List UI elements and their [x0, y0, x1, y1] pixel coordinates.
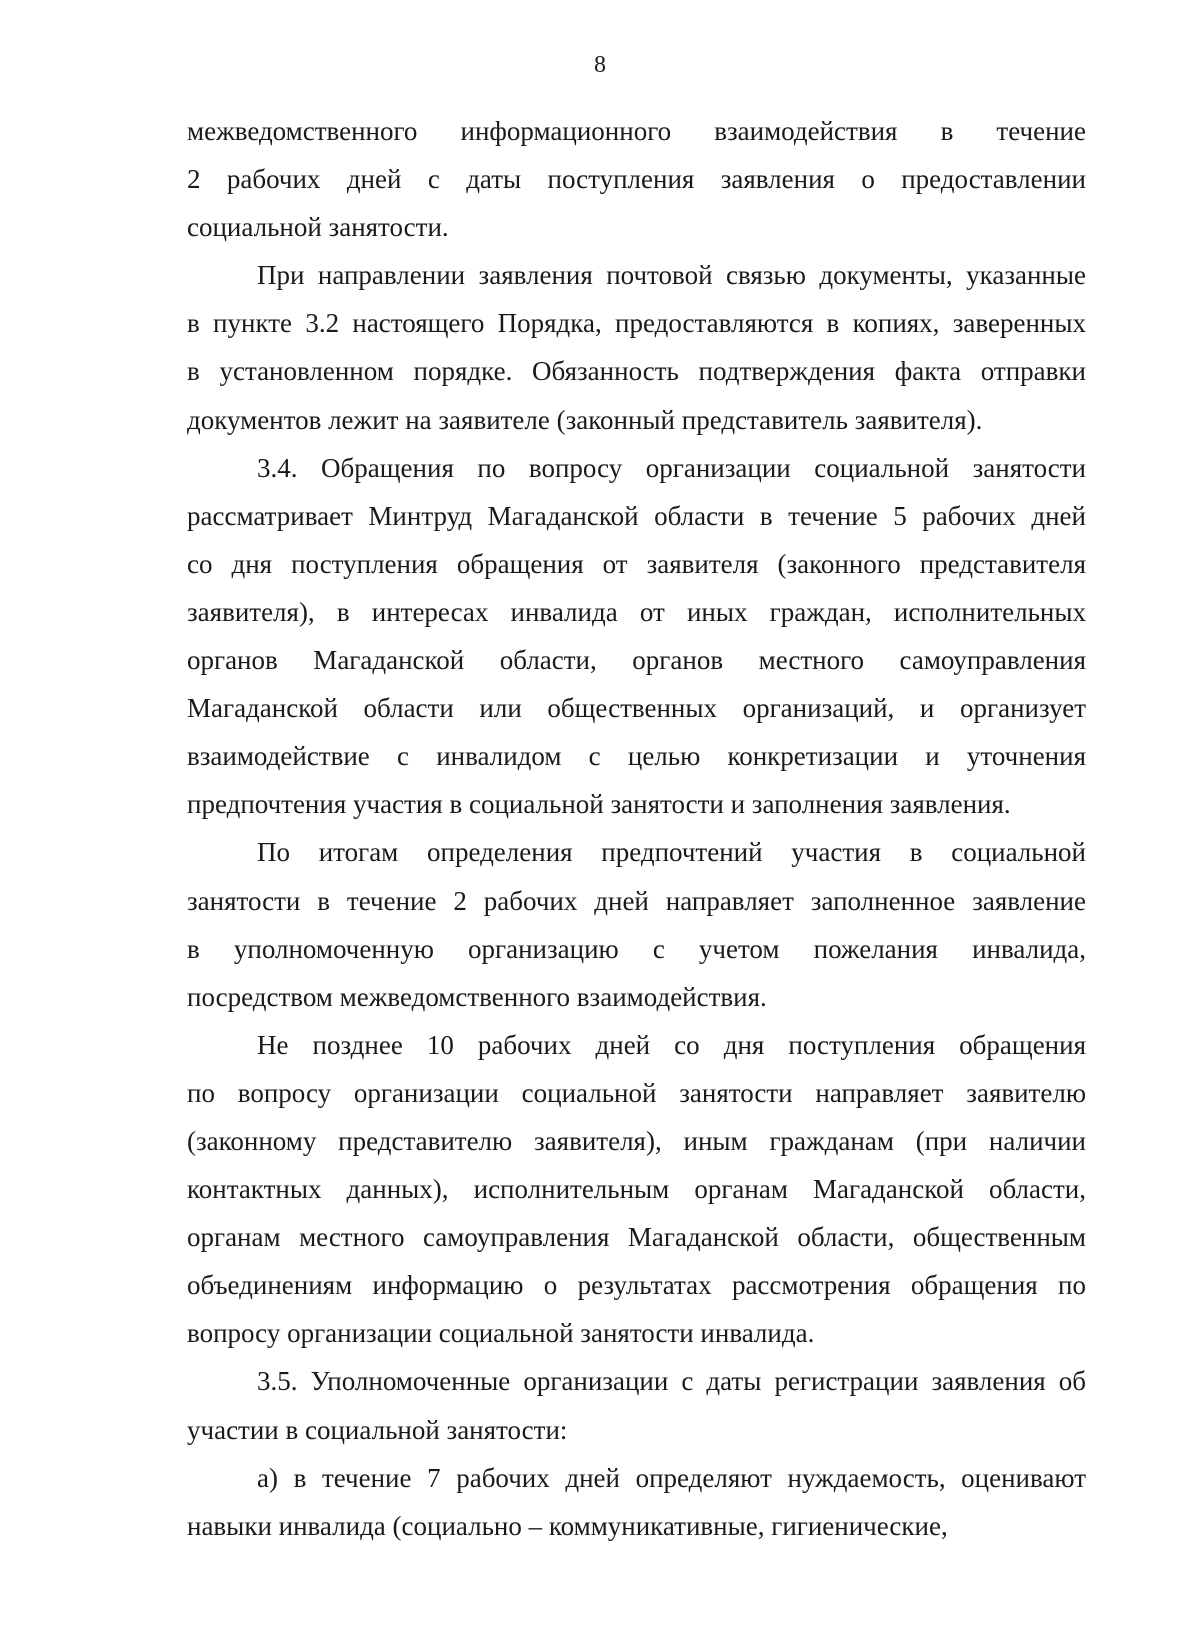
text-line: По итогам определения предпочтений участия в социальной: [257, 837, 1086, 868]
text-line: навыки инвалида (социально – коммуникативные, гигиенические,: [187, 1510, 948, 1541]
text-line: Магаданской области или общественных организаций, и организует: [187, 693, 1086, 724]
paragraph: [187, 1454, 1086, 1550]
text-line: Не позднее 10 рабочих дней со дня поступления обращения: [257, 1029, 1086, 1060]
document-body: [187, 107, 1086, 1550]
text-line: 3.5. Уполномоченные организации с даты регистрации заявления об: [257, 1366, 1086, 1397]
text-line: органам местного самоуправления Магаданской области, общественным: [187, 1222, 1086, 1253]
text-line: взаимодействие с инвалидом с целью конкретизации и уточнения: [187, 741, 1086, 772]
text-line: При направлении заявления почтовой связью документы, указанные: [257, 260, 1086, 291]
text-line: заявителя), в интересах инвалида от иных граждан, исполнительных: [187, 596, 1086, 627]
text-line: 3.4. Обращения по вопросу организации социальной занятости: [257, 452, 1086, 483]
text-line: занятости в течение 2 рабочих дней направляет заполненное заявление: [187, 885, 1086, 916]
paragraph: [187, 828, 1086, 1020]
text-line: межведомственного информационного взаимодействия в течение: [187, 116, 1086, 146]
text-line: а) в течение 7 рабочих дней определяют нуждаемость, оценивают: [257, 1462, 1086, 1493]
text-line: 2 рабочих дней с даты поступления заявления о предоставлении: [187, 164, 1086, 195]
paragraph: [187, 1357, 1086, 1453]
text-line: рассматривает Минтруд Магаданской области в течение 5 рабочих дней: [187, 500, 1086, 531]
page-number: 8: [594, 52, 606, 78]
text-line: документов лежит на заявителе (законный представитель заявителя).: [187, 404, 983, 435]
text-line: участии в социальной занятости:: [187, 1414, 568, 1445]
text-line: по вопросу организации социальной занятости направляет заявителю: [187, 1077, 1086, 1108]
paragraph: [187, 251, 1086, 443]
text-line: объединениям информацию о результатах рассмотрения обращения по: [187, 1270, 1086, 1301]
text-line: вопросу организации социальной занятости инвалида.: [187, 1318, 815, 1349]
text-line: (законному представителю заявителя), иным гражданам (при наличии: [187, 1125, 1086, 1156]
text-line: в установленном порядке. Обязанность подтверждения факта отправки: [187, 356, 1086, 387]
text-line: предпочтения участия в социальной занятости и заполнения заявления.: [187, 789, 1011, 820]
text-line: социальной занятости.: [187, 212, 449, 243]
paragraph: [187, 1021, 1086, 1358]
text-line: со дня поступления обращения от заявителя (законного представителя: [187, 548, 1086, 579]
paragraph: [187, 444, 1086, 829]
text-line: органов Магаданской области, органов местного самоуправления: [187, 645, 1086, 676]
text-line: посредством межведомственного взаимодействия.: [187, 981, 767, 1012]
text-line: в уполномоченную организацию с учетом пожелания инвалида,: [187, 933, 1086, 964]
text-line: контактных данных), исполнительным органам Магаданской области,: [187, 1174, 1086, 1205]
paragraph: [187, 107, 1086, 251]
text-line: в пункте 3.2 настоящего Порядка, предоставляются в копиях, заверенных: [187, 308, 1086, 339]
